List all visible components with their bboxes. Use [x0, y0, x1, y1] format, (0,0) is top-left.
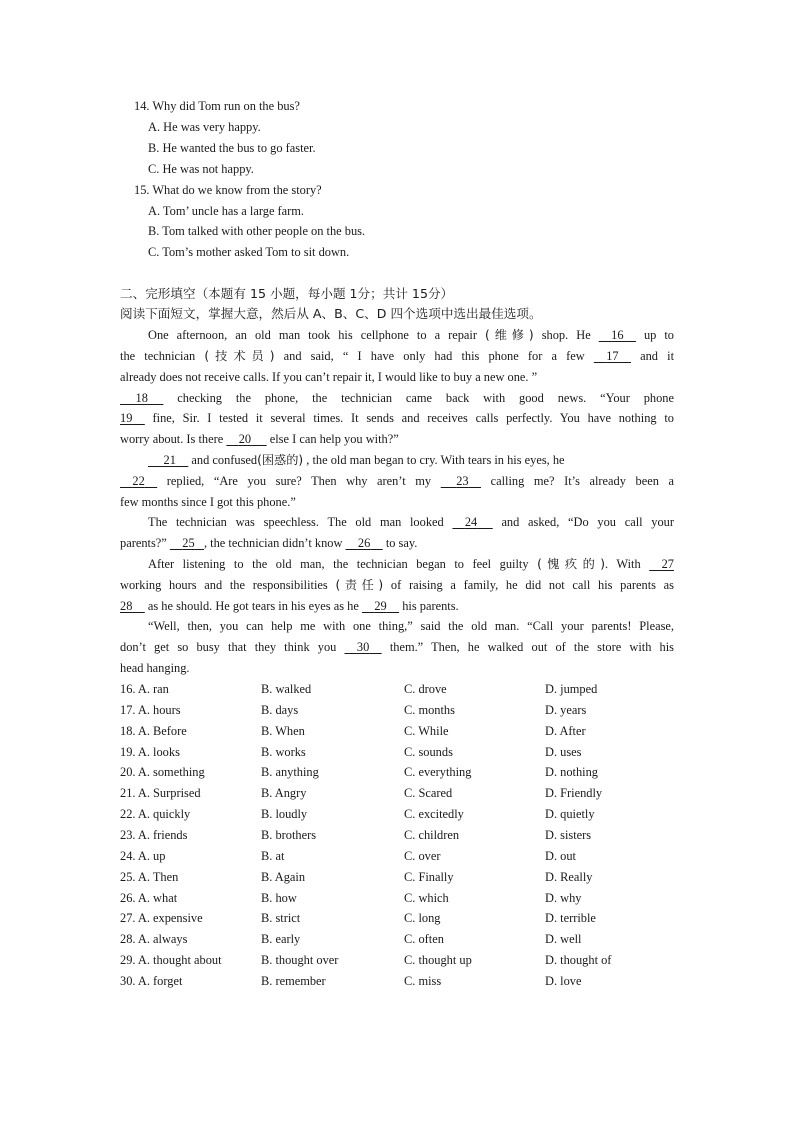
choice-16-d[interactable]: D. jumped: [545, 682, 598, 696]
choice-26-b[interactable]: B. how: [261, 890, 297, 905]
question-14-option-a: A. He was very happy.: [148, 120, 261, 134]
passage-p1-line1: One afternoon, an old man took his cellphone to a repair (维修) shop. He 16 up to: [148, 325, 674, 345]
choice-20-c[interactable]: C. everything: [404, 765, 472, 780]
blank-27[interactable]: 27: [661, 557, 674, 571]
question-14-option-c: C. He was not happy.: [148, 162, 254, 176]
choice-27-b[interactable]: B. strict: [261, 911, 301, 926]
choice-27-c[interactable]: C. long: [404, 911, 441, 926]
blank-20[interactable]: 20: [238, 432, 252, 446]
choice-21-b[interactable]: B. Angry: [261, 786, 307, 801]
choice-22-b[interactable]: B. loudly: [261, 807, 308, 822]
choice-29-b[interactable]: B. thought over: [261, 953, 339, 968]
choice-28-a[interactable]: 28. A. always: [120, 932, 188, 947]
blank-16[interactable]: 16: [611, 328, 624, 342]
choice-17-c[interactable]: C. months: [404, 702, 455, 717]
passage-p3-line1: 21 and confused(困惑的) , the old man began to cry. With tears in his eyes, he: [148, 450, 565, 470]
choice-23-d[interactable]: D. sisters: [545, 827, 592, 842]
choice-20-a[interactable]: 20. A. something: [120, 765, 205, 780]
choice-16-c[interactable]: C. drove: [404, 682, 447, 696]
choice-24-d[interactable]: D. out: [545, 848, 576, 863]
choice-22-d[interactable]: D. quietly: [545, 807, 595, 822]
passage-p4-line2: parents?” 25 , the technician didn’t know 26 to say.: [120, 533, 417, 553]
question-15-stem: 15. What do we know from the story?: [134, 183, 322, 197]
choice-30-d[interactable]: D. love: [545, 973, 582, 988]
choice-18-c[interactable]: C. While: [404, 723, 449, 738]
blank-23[interactable]: 23: [456, 474, 469, 488]
choice-18-b[interactable]: B. When: [261, 723, 305, 738]
choice-24-b[interactable]: B. at: [261, 848, 285, 863]
blank-19[interactable]: 19: [120, 411, 133, 425]
section-title: 二、完形填空（本题有 15 小题，每小题 1分；共计 15分）: [120, 286, 454, 301]
passage-p1-line2: the technician (技术员) and said, “ I have only had this phone for a few 17 and it: [120, 346, 674, 366]
choice-23-b[interactable]: B. brothers: [261, 827, 317, 842]
passage-p2-line3: worry about. Is there 20 else I can help you with?”: [120, 429, 399, 449]
blank-22[interactable]: 22: [132, 474, 145, 488]
blank-28[interactable]: 28: [120, 599, 133, 613]
passage-p1-line3: already does not receive calls. If you can’t repair it, I would like to buy a new one. ”: [120, 370, 538, 384]
section-instruction: 阅读下面短文，掌握大意，然后从 A、B、C、D 四个选项中选出最佳选项。: [120, 306, 542, 321]
choice-25-c[interactable]: C. Finally: [404, 869, 454, 884]
choice-29-d[interactable]: D. thought of: [545, 953, 612, 968]
blank-26[interactable]: 26: [357, 536, 371, 550]
passage-p6-line2: don’t get so busy that they think you 30 them.” Then, he walked out of the store with his: [120, 637, 674, 657]
blank-30[interactable]: 30: [356, 640, 370, 654]
choice-17-a[interactable]: 17. A. hours: [120, 702, 181, 717]
choice-23-c[interactable]: C. children: [404, 827, 460, 842]
choice-19-d[interactable]: D. uses: [545, 744, 582, 759]
choice-22-a[interactable]: 22. A. quickly: [120, 807, 191, 822]
choice-30-b[interactable]: B. remember: [261, 973, 326, 988]
blank-24[interactable]: 24: [464, 515, 478, 529]
choice-29-c[interactable]: C. thought up: [404, 953, 472, 968]
choice-26-d[interactable]: D. why: [545, 890, 582, 905]
choice-21-a[interactable]: 21. A. Surprised: [120, 786, 201, 801]
blank-18[interactable]: 18: [135, 391, 148, 405]
blank-29[interactable]: 29: [374, 599, 387, 613]
choice-16-a[interactable]: 16. A. ran: [120, 682, 169, 696]
blank-21[interactable]: 21: [163, 453, 176, 467]
choice-30-c[interactable]: C. miss: [404, 973, 442, 988]
choice-27-a[interactable]: 27. A. expensive: [120, 911, 203, 926]
choice-29-a[interactable]: 29. A. thought about: [120, 953, 222, 968]
choice-25-b[interactable]: B. Again: [261, 869, 306, 884]
blank-25[interactable]: 25: [182, 536, 195, 550]
choice-18-d[interactable]: D. After: [545, 723, 586, 738]
passage-p6-line3: head hanging.: [120, 661, 190, 675]
choice-19-b[interactable]: B. works: [261, 744, 306, 759]
choice-17-b[interactable]: B. days: [261, 702, 299, 717]
choice-25-a[interactable]: 25. A. Then: [120, 869, 179, 884]
choice-23-a[interactable]: 23. A. friends: [120, 827, 188, 842]
choice-24-a[interactable]: 24. A. up: [120, 848, 166, 863]
passage-p4-line1: The technician was speechless. The old man looked 24 and asked, “Do you call your: [148, 512, 674, 532]
question-15-option-b: B. Tom talked with other people on the bus.: [148, 224, 366, 238]
passage-p5-line3: 28 as he should. He got tears in his eyes as he 29 his parents.: [120, 596, 459, 616]
choice-17-d[interactable]: D. years: [545, 702, 587, 717]
choice-19-a[interactable]: 19. A. looks: [120, 744, 180, 759]
passage-p3-line3: few months since I got this phone.”: [120, 495, 296, 509]
choice-21-d[interactable]: D. Friendly: [545, 786, 603, 801]
choice-28-c[interactable]: C. often: [404, 932, 444, 947]
choice-26-a[interactable]: 26. A. what: [120, 890, 178, 905]
choice-20-b[interactable]: B. anything: [261, 765, 319, 780]
choice-19-c[interactable]: C. sounds: [404, 744, 453, 759]
choice-20-d[interactable]: D. nothing: [545, 765, 599, 780]
choice-28-b[interactable]: B. early: [261, 932, 301, 947]
passage-p2-line1: 18 checking the phone, the technician came back with good news. “Your phone: [120, 388, 674, 408]
question-15-option-c: C. Tom’s mother asked Tom to sit down.: [148, 245, 350, 259]
choice-21-c[interactable]: C. Scared: [404, 786, 453, 801]
choice-16-b[interactable]: B. walked: [261, 682, 312, 696]
question-14-option-b: B. He wanted the bus to go faster.: [148, 141, 316, 155]
passage-p5-line2: working hours and the responsibilities (责任) of raising a family, he did not call his parents as: [120, 578, 674, 592]
passage-p3-line2: 22 replied, “Are you sure? Then why aren’t my 23 calling me? It’s already been a: [120, 471, 674, 491]
passage-p6-line1: “Well, then, you can help me with one thing,” said the old man. “Call your parents! Please,: [148, 619, 674, 633]
choice-25-d[interactable]: D. Really: [545, 869, 593, 884]
choice-28-d[interactable]: D. well: [545, 932, 582, 947]
choice-27-d[interactable]: D. terrible: [545, 911, 596, 926]
passage-p2-line2: 19 fine, Sir. I tested it several times. It sends and receives calls perfectly. You have nothing to: [120, 408, 674, 428]
choice-24-c[interactable]: C. over: [404, 848, 441, 863]
question-14-stem: 14. Why did Tom run on the bus?: [134, 99, 300, 113]
passage-p5-line1: After listening to the old man, the technician began to feel guilty (愧疚的). With 27: [148, 554, 674, 574]
question-15-option-a: A. Tom’ uncle has a large farm.: [148, 204, 305, 218]
blank-17[interactable]: 17: [606, 349, 619, 363]
choice-30-a[interactable]: 30. A. forget: [120, 973, 183, 988]
choice-22-c[interactable]: C. excitedly: [404, 807, 464, 822]
choice-26-c[interactable]: C. which: [404, 890, 449, 905]
choice-18-a[interactable]: 18. A. Before: [120, 723, 187, 738]
